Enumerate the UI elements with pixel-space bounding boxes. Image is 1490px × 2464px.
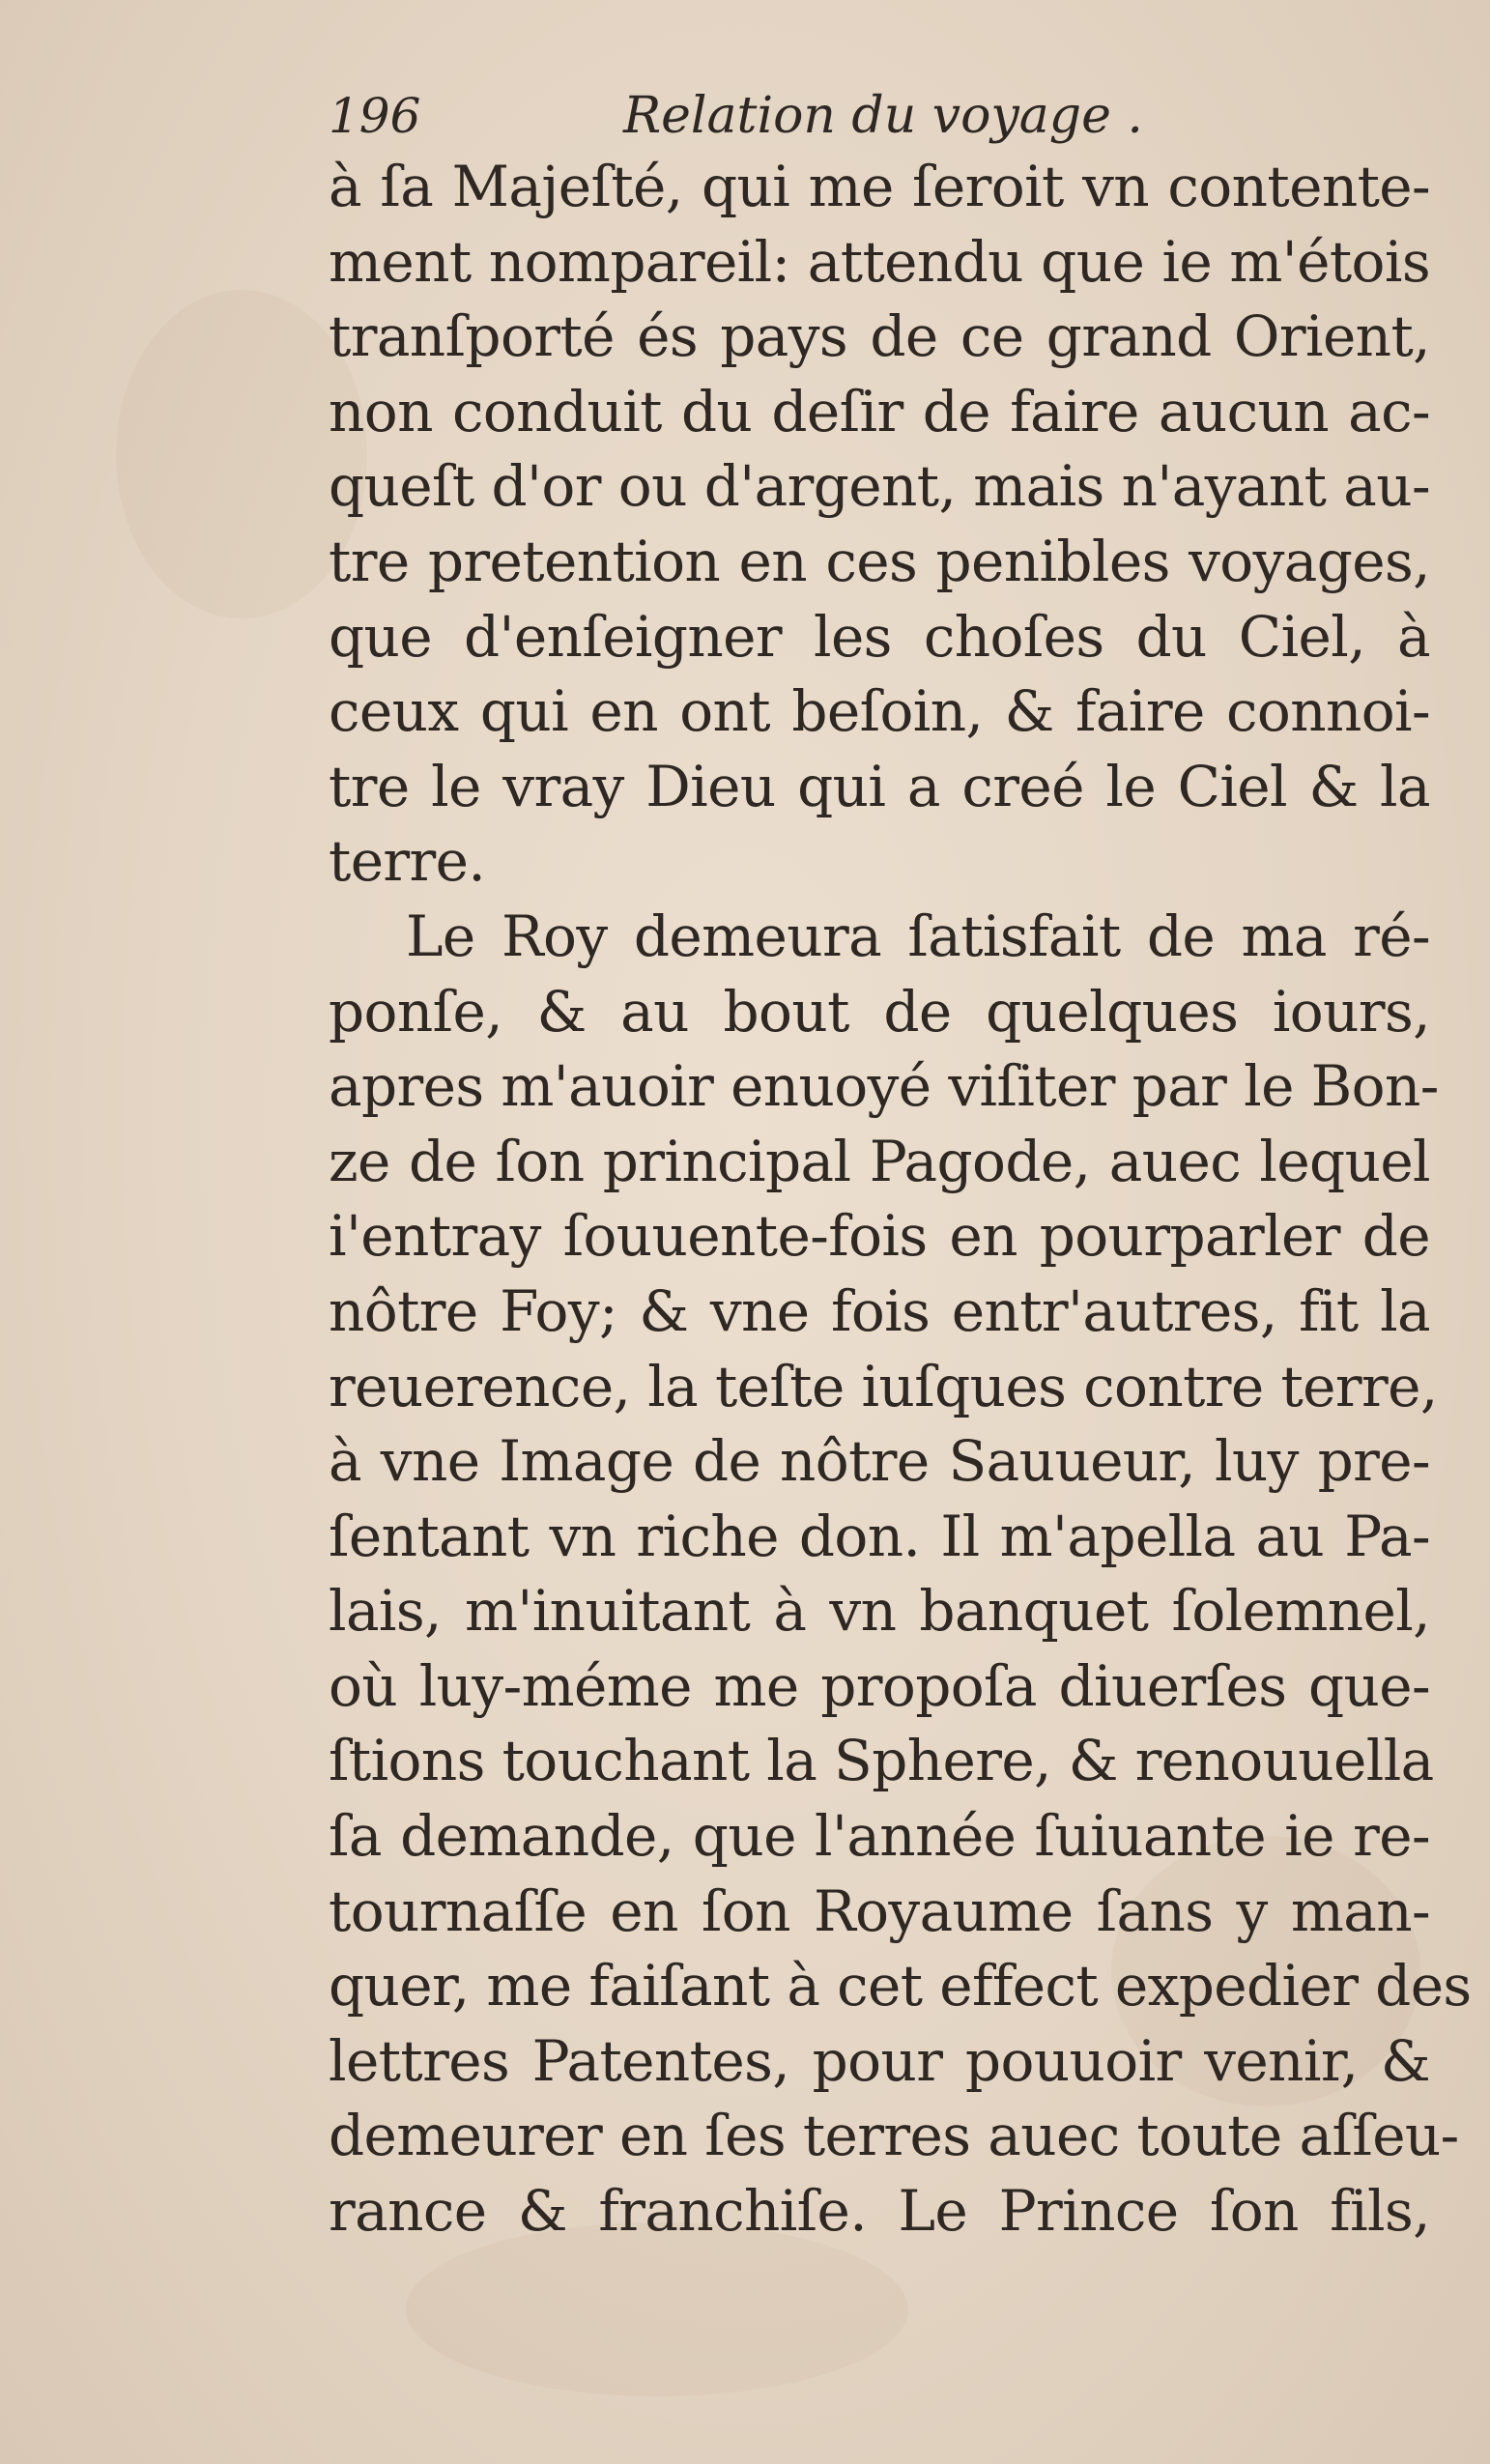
running-title: Relation du voyage . [623,87,1143,145]
text-line: ze de ſon principal Pagode, auec lequel [329,1128,1430,1194]
text-line: tranſporté és pays de ce grand Orient, [329,303,1430,370]
text-line: lais, m'inuitant à vn banquet ſolemnel, [329,1578,1430,1645]
text-line: tre pretention en ces penibles voyages, [329,528,1430,594]
page-number: 196 [329,88,421,144]
text-line: ſtions touchant la Sphere, & renouuella [329,1728,1434,1794]
text-line: à ſa Majeſté, qui me ſeroit vn contente- [329,154,1430,219]
text-line: demeurer en ſes terres auec toute aſſeu- [329,2103,1459,2169]
text-line: que d'enſeigner les choſes du Ciel, à [329,603,1430,670]
text-line: ment nompareil: attendu que ie m'étois [329,228,1430,295]
paragraph-end-line: terre. [329,828,486,895]
body-text [329,150,1472,2249]
text-line: ponſe, & au bout de quelques iours, [329,978,1430,1045]
text-line: non conduit du deſir de faire aucun ac- [329,378,1430,444]
text-line: à vne Image de nôtre Sauueur, luy pre- [329,1428,1430,1495]
text-line: tournaſſe en ſon Royaume ſans y man- [329,1877,1430,1944]
text-line: i'entray ſouuente-fois en pourparler de [329,1203,1430,1270]
page-header [329,77,1198,155]
text-line: lettres Patentes, pour pouuoir venir, & [329,2027,1430,2094]
text-line: ceux qui en ont beſoin, & faire connoi- [329,678,1430,745]
paragraph-start-line: Le Roy demeura ſatisfait de ma ré- [406,903,1430,969]
text-line: quer, me faiſant à cet effect expedier des [329,1953,1472,2020]
text-line: nôtre Foy; & vne fois entr'autres, fit la [329,1277,1430,1344]
text-line: rance & franchiſe. Le Prince ſon fils, [329,2178,1430,2245]
text-line: ſentant vn riche don. Il m'apella au Pa- [329,1503,1430,1569]
text-line: tre le vray Dieu qui a creé le Ciel & la [329,753,1430,819]
text-line: ſa demande, que l'année ſuiuante ie re- [329,1803,1430,1870]
text-line: reuerence, la teſte iuſques contre terre, [329,1353,1438,1419]
text-line: apres m'auoir enuoyé viſiter par le Bon- [329,1053,1439,1120]
text-line: queſt d'or ou d'argent, mais n'ayant au- [329,453,1430,520]
text-line: où luy-méme me propoſa diuerſes que- [329,1652,1430,1719]
